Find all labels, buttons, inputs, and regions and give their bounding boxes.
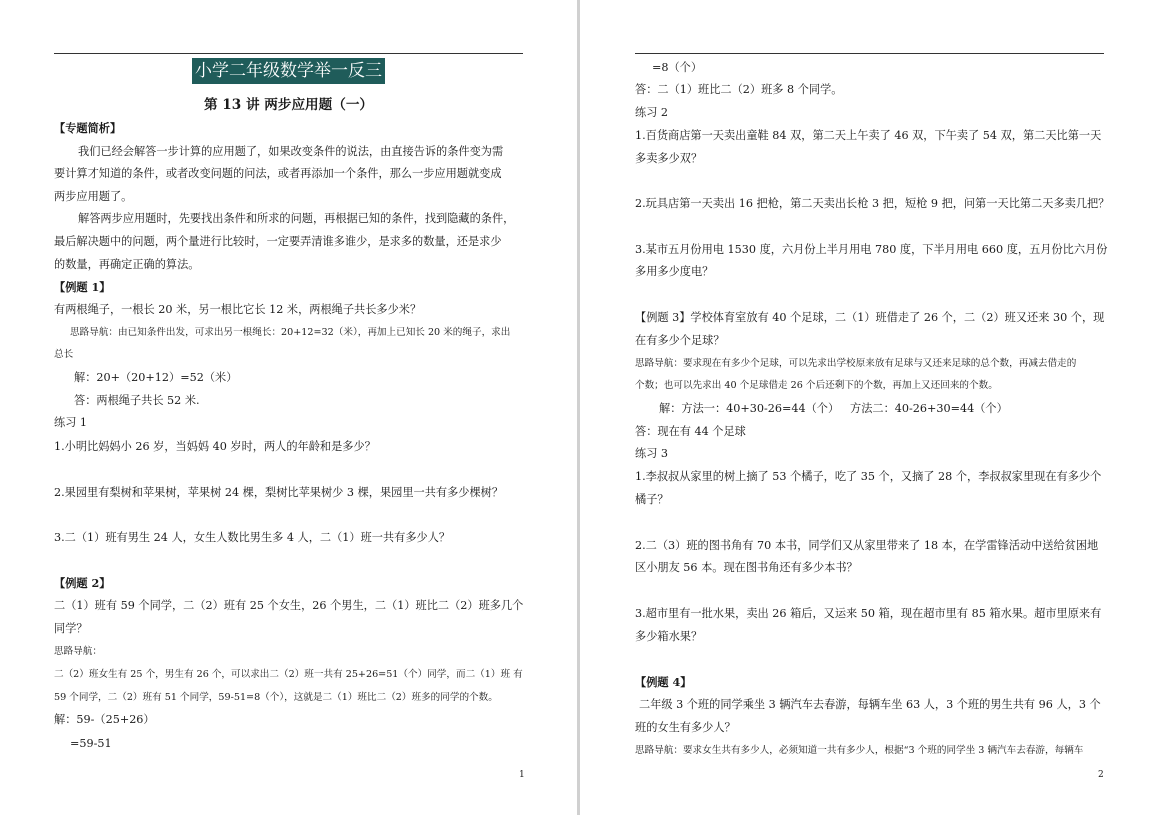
page-right <box>580 0 1154 815</box>
example2-solution-line1: 解：59-（25+26） <box>54 713 155 726</box>
example1-solution: 解：20+（20+12）=52（米） <box>74 371 238 384</box>
practice3-label: 练习 3 <box>635 447 669 460</box>
practice1-q1: 1.小明比妈妈小 26 岁，当妈妈 40 岁时，两人的年龄和是多少？ <box>54 440 376 453</box>
example1-question: 有两根绳子，一根长 20 米，另一根比它长 12 米，两根绳子共长多少米？ <box>54 303 422 316</box>
example3-method2: 方法二：40-26+30=44（个） <box>850 402 1008 415</box>
practice1-label: 练习 1 <box>54 416 88 429</box>
example1-answer: 答：两根绳子共长 52 米. <box>74 394 200 407</box>
lesson-title: 第 13 讲 两步应用题（一） <box>203 97 374 113</box>
example2-hint-label: 思路导航： <box>54 646 102 657</box>
example2-question-line1: 二（1）班有 59 个同学，二（2）班有 25 个女生，26 个男生，二（1）班比二（2）班多几个 <box>54 599 524 612</box>
example3-line2: 在有多少个足球？ <box>635 334 725 347</box>
intro-para2-line1: 解答两步应用题时，先要找出条件和所求的问题，再根据已知的条件，找到隐藏的条件， <box>78 212 515 225</box>
practice1-q2: 2.果园里有梨树和苹果树，苹果树 24 棵，梨树比苹果树少 3 棵，果园里一共有多少棵树？ <box>54 486 504 499</box>
example2-question-line2: 同学？ <box>54 622 88 635</box>
header-rule-right <box>635 53 1104 54</box>
example3-hint-line1: 思路导航：要求现在有多少个足球，可以先求出学校原来放有足球与又还来足球的总个数，再减去借走的 <box>635 358 1077 369</box>
example3-answer: 答：现在有 44 个足球 <box>635 425 746 438</box>
practice3-q3-line1: 3.超市里有一批水果，卖出 26 箱后，又运来 50 箱，现在超市里有 85 箱水果。超市里原来有 <box>635 607 1102 620</box>
practice3-q1-line1: 1.李叔叔从家里的树上摘了 53 个橘子，吃了 35 个，又摘了 28 个，李叔叔家里现在有多少个 <box>635 470 1102 483</box>
page-number-right: 2 <box>1098 770 1104 780</box>
example3-hint-line2: 个数；也可以先求出 40 个足球借走 26 个后还剩下的个数，再加上又还回来的个数。 <box>635 380 998 391</box>
practice3-q3-line2: 多少箱水果？ <box>635 630 703 643</box>
example1-hint-line1: 思路导航：由已知条件出发，可求出另一根绳长：20+12=32（米），再加上已知长 20 米的绳子，求出 <box>70 327 511 338</box>
practice3-q1-line2: 橘子？ <box>635 493 669 506</box>
example3-method1: 解：方法一：40+30-26=44（个） <box>659 402 840 415</box>
example1-hint-line2: 总长 <box>54 349 74 360</box>
practice2-q3-line2: 多用多少度电？ <box>635 265 714 278</box>
example2-answer: 答：二（1）班比二（2）班多 8 个同学。 <box>635 83 843 96</box>
intro-para2-line3: 的数量，再确定正确的算法。 <box>54 258 200 271</box>
practice2-q1-line1: 1.百货商店第一天卖出童鞋 84 双，第二天上午卖了 46 双，下午卖了 54 双，第二天比第一天 <box>635 129 1102 142</box>
page-number-left: 1 <box>519 770 525 780</box>
practice2-q2: 2.玩具店第一天卖出 16 把枪，第二天卖出长枪 3 把，短枪 9 把，问第一天比第二天多卖几把？ <box>635 197 1110 210</box>
header-rule-left <box>54 53 523 54</box>
intro-para1-line3: 两步应用题了。 <box>54 190 133 203</box>
example2-heading: 【例题 2】 <box>54 576 111 590</box>
example2-hint-line1: 二（2）班女生有 25 个，男生有 26 个，可以求出二（2）班一共有 25+26=51（个）同学，而二（1）班 有 <box>54 669 523 680</box>
example2-solution-line2: =59-51 <box>70 737 112 750</box>
example4-hint-line1: 思路导航：要求女生共有多少人，必须知道一共有多少人，根据“3 个班的同学坐 3 辆汽车去春游，每辆车 <box>635 745 1084 756</box>
practice3-q2-line2: 区小朋友 56 本。现在图书角还有多少本书？ <box>635 561 858 574</box>
example2-solution-line3: =8（个） <box>652 61 703 74</box>
practice1-q3: 3.二（1）班有男生 24 人，女生人数比男生多 4 人，二（1）班一共有多少人？ <box>54 531 451 544</box>
book-title-banner: 小学二年级数学举一反三 <box>192 58 385 84</box>
example4-heading: 【例题 4】 <box>635 675 692 689</box>
practice2-label: 练习 2 <box>635 106 669 119</box>
practice3-q2-line1: 2.二（3）班的图书角有 70 本书，同学们又从家里带来了 18 本，在学雷锋活动中送给贫困地 <box>635 539 1099 552</box>
example4-line2: 班的女生有多少人？ <box>635 721 736 734</box>
example2-hint-line2: 59 个同学，二（2）班有 51 个同学，59-51=8（个），这就是二（1）班比二（2）班多的同学的个数。 <box>54 692 498 703</box>
intro-para1-line2: 要计算才知道的条件，或者改变问题的问法，或者再添加一个条件，那么一步应用题就变成 <box>54 167 502 180</box>
intro-para1-line1: 我们已经会解答一步计算的应用题了，如果改变条件的说法，由直接告诉的条件变为需 <box>78 145 504 158</box>
intro-para2-line2: 最后解决题中的问题，两个量进行比较时，一定要弄清谁多谁少，是求多的数量，还是求少 <box>54 235 502 248</box>
practice2-q3-line1: 3.某市五月份用电 1530 度，六月份上半月用电 780 度，下半月用电 660 度，五月份比六月份 <box>635 243 1108 256</box>
practice2-q1-line2: 多卖多少双？ <box>635 152 703 165</box>
example3-line1: 【例题 3】学校体育室放有 40 个足球，二（1）班借走了 26 个，二（2）班又还来 30 个，现 <box>635 311 1105 324</box>
section-heading: 【专题简析】 <box>54 121 122 135</box>
example1-heading: 【例题 1】 <box>54 280 111 294</box>
example4-line1: 二年级 3 个班的同学乘坐 3 辆汽车去春游，每辆车坐 63 人，3 个班的男生共有 96 人，3 个 <box>639 698 1101 711</box>
